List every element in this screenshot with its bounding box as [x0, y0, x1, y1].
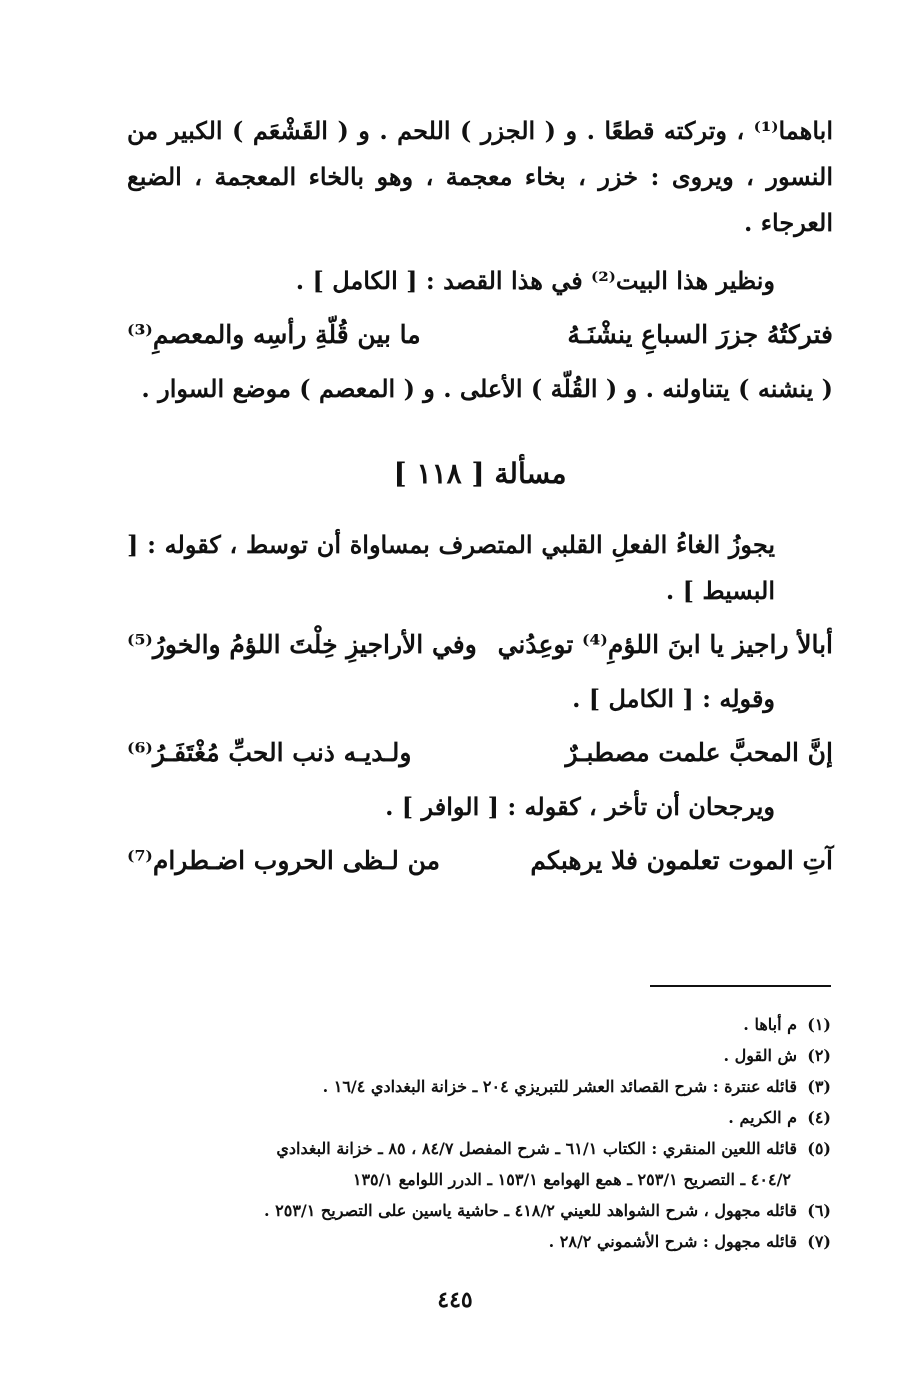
footnote-5: [127, 1133, 831, 1164]
verse-2-first-hemistich: أبالأ راجيز يا ابنَ اللؤمِ⁽⁴⁾ توعِدُني: [497, 630, 833, 659]
footnote-7: [127, 1226, 831, 1257]
footnote-6: [127, 1195, 831, 1226]
footnote-number: (٥): [807, 1139, 831, 1158]
footnote-text: ٤٠٤/٢ ـ التصريح ٢٥٣/١ ـ همع الهوامع ١٥٣/١ ـ الدرر اللوامع ١٣٥/١: [352, 1170, 791, 1189]
paragraph-1: اباهما⁽¹⁾ ، وتركته قطعًا . و ( الجزر ) اللحم . و ( القَشْعَم ) الكبير من النسور ، ويروى : خزر ، بخاء معجمة ، وهو بالخاء المعجمة ، الضبع العرجاء .: [127, 116, 833, 237]
verse-3: [127, 722, 833, 784]
footnote-5-continuation: [127, 1164, 831, 1195]
footnote-text: قائله اللعين المنقري : الكتاب ٦١/١ ـ شرح المفصل ٨٤/٧ ، ٨٥ ـ خزانة البغدادي: [276, 1139, 797, 1158]
verse-4-second-hemistich: من لـظى الحروب اضـطرام⁽⁷⁾: [127, 846, 440, 875]
footnote-separator: [650, 985, 831, 987]
verse-3-second-hemistich: ولـديـه ذنب الحبِّ مُغْتَفَـرُ⁽⁶⁾: [127, 738, 412, 767]
footnote-1: [127, 1009, 831, 1040]
footnote-number: (٣): [807, 1077, 831, 1096]
section-heading: مسألة [ ١١٨ ]: [393, 457, 567, 490]
paragraph-3: ( ينشنه ) يتناولنه . و ( القُلّة ) الأعلى . و ( المعصم ) موضع السوار .: [141, 374, 833, 403]
footnote-4: [127, 1102, 831, 1133]
paragraph-4: يجوزُ الغاءُ الفعلِ القلبي المتصرف بمساواة أن توسط ، كقوله : [ البسيط ] .: [127, 530, 775, 605]
verse-1-first-hemistich: فتركتُهُ جزرَ السباعِ ينشْنَـهُ: [567, 320, 833, 349]
main-text: [127, 108, 833, 892]
footnote-number: (٦): [807, 1201, 831, 1220]
footnote-number: (٢): [807, 1046, 831, 1065]
verse-1-second-hemistich: ما بين قُلّةِ رأسِه والمعصمِ⁽³⁾: [127, 320, 421, 349]
paragraph-2: ونظير هذا البيت⁽²⁾ في هذا القصد : [ الكامل ] .: [295, 266, 775, 295]
footnote-text: ش القول .: [723, 1046, 797, 1065]
verse-2: [127, 614, 833, 676]
footnote-number: (٤): [807, 1108, 831, 1127]
verse-4: [127, 830, 833, 892]
verse-4-first-hemistich: آتِ الموت تعلمون فلا يرهبكم: [530, 846, 833, 875]
footnote-number: (٧): [807, 1232, 831, 1251]
paragraph-5: وقولِه : [ الكامل ] .: [572, 684, 775, 713]
page-number: ٤٤٥: [437, 1287, 473, 1313]
verse-2-second-hemistich: وفي الأراجيزِ خِلْتَ اللؤمُ والخورُ⁽⁵⁾: [127, 630, 477, 659]
footnote-text: قائله مجهول ، شرح الشواهد للعيني ٤١٨/٢ ـ حاشية ياسين على التصريح ٢٥٣/١ .: [263, 1201, 797, 1220]
footnote-number: (١): [807, 1015, 831, 1034]
footnote-text: م الكريم .: [728, 1108, 797, 1127]
verse-1: [127, 304, 833, 366]
paragraph-6: ويرجحان أن تأخر ، كقوله : [ الوافر ] .: [385, 792, 775, 821]
footnotes: [127, 1009, 831, 1257]
footnote-text: م أباها .: [743, 1015, 797, 1034]
verse-3-first-hemistich: إنَّ المحبَّ علمت مصطبـرٌ: [565, 738, 833, 767]
footnote-text: قائله عنترة : شرح القصائد العشر للتبريزي ٢٠٤ ـ خزانة البغدادي ١٦/٤ .: [322, 1077, 797, 1096]
footnote-3: [127, 1071, 831, 1102]
footnote-2: [127, 1040, 831, 1071]
footnote-text: قائله مجهول : شرح الأشموني ٢٨/٢ .: [548, 1232, 797, 1251]
